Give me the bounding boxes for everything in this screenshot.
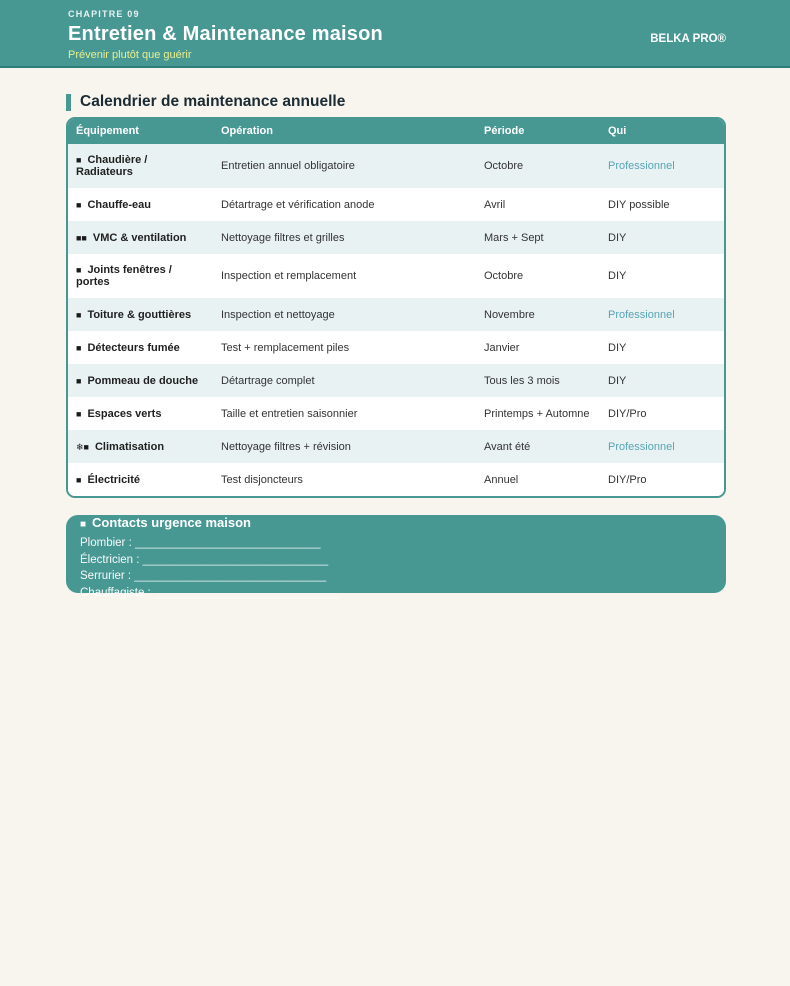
contact-line	[80, 585, 712, 602]
equipment-cell	[68, 144, 213, 188]
who-cell: DIY possible	[608, 198, 670, 211]
operation-cell: Test + remplacement piles	[221, 341, 350, 354]
equipment-bullet-icon: ■	[76, 408, 82, 419]
who-cell: DIY/Pro	[608, 473, 647, 486]
period-cell: Novembre	[484, 308, 535, 321]
col-header-qui: Qui	[600, 119, 724, 144]
maintenance-table-card	[66, 117, 726, 498]
period-cell: Avant été	[484, 440, 531, 453]
operation-cell: Taille et entretien saisonnier	[221, 407, 358, 420]
equipment-name: Toiture & gouttières	[87, 308, 192, 321]
chapter-kicker: CHAPITRE 09	[68, 9, 140, 19]
table-row	[68, 397, 724, 430]
square-bullet-icon: ■	[80, 519, 87, 530]
chapter-header	[0, 0, 790, 68]
col-header-periode: Période	[476, 119, 600, 144]
contact-label: Électricien :	[80, 553, 140, 566]
equipment-cell	[68, 254, 213, 298]
contact-blank-line: ______________________________	[134, 570, 327, 582]
equipment-cell	[68, 463, 213, 496]
page-title: Entretien & Maintenance maison	[68, 23, 383, 45]
operation-cell: Nettoyage filtres + révision	[221, 440, 351, 453]
who-cell: DIY/Pro	[608, 407, 647, 420]
equipment-bullet-icon: ■■	[76, 232, 87, 243]
table-row	[68, 364, 724, 397]
period-cell: Octobre	[484, 160, 524, 172]
contact-blank-line: _____________________________	[153, 586, 340, 599]
equipment-bullet-icon: ■	[76, 155, 82, 165]
who-cell: DIY	[608, 341, 627, 354]
table-row	[68, 144, 724, 188]
equipment-bullet-icon: ■	[76, 265, 82, 275]
equipment-name: Climatisation	[94, 440, 165, 453]
contact-label: Chauffagiste :	[80, 586, 151, 599]
contact-label: Serrurier :	[80, 570, 132, 582]
who-cell: DIY	[608, 231, 627, 244]
equipment-cell	[68, 364, 213, 397]
operation-cell: Entretien annuel obligatoire	[221, 160, 355, 172]
operation-cell: Inspection et nettoyage	[221, 308, 335, 321]
who-cell: DIY	[608, 374, 627, 387]
table-row	[68, 430, 724, 463]
equipment-name: VMC & ventilation	[92, 231, 187, 244]
table-row	[68, 188, 724, 221]
equipment-cell	[68, 188, 213, 221]
operation-cell: Détartrage et vérification anode	[221, 198, 375, 211]
equipment-bullet-icon: ■	[76, 199, 82, 210]
equipment-cell	[68, 430, 213, 463]
contact-line	[80, 552, 712, 569]
equipment-bullet-icon: ■	[76, 309, 82, 320]
equipment-name: Espaces verts	[87, 407, 162, 420]
contact-blank-line: _____________________________	[134, 537, 321, 549]
equipment-name: Électricité	[87, 473, 141, 486]
equipment-bullet-icon: ❄■	[76, 441, 89, 452]
contacts-title-label: Contacts urgence maison	[92, 515, 251, 530]
contact-line	[80, 568, 712, 585]
contact-label: Plombier :	[80, 537, 132, 549]
equipment-name: Détecteurs fumée	[87, 341, 180, 354]
brand-logo: BELKA PRO®	[650, 33, 726, 45]
table-row	[68, 463, 724, 496]
table-row	[68, 331, 724, 364]
period-cell: Tous les 3 mois	[484, 374, 560, 387]
who-cell: Professionnel	[608, 440, 675, 453]
equipment-cell	[68, 397, 213, 430]
equipment-bullet-icon: ■	[76, 342, 82, 353]
who-cell: Professionnel	[608, 160, 675, 172]
page-content	[66, 93, 726, 599]
period-cell: Janvier	[484, 341, 520, 354]
equipment-name: Joints fenêtres / portes	[76, 264, 172, 288]
table-row	[68, 298, 724, 331]
accent-bar	[66, 94, 71, 111]
section-heading	[66, 93, 726, 111]
operation-cell: Inspection et remplacement	[221, 270, 357, 282]
period-cell: Annuel	[484, 473, 519, 486]
equipment-cell	[68, 331, 213, 364]
col-header-operation: Opération	[213, 119, 476, 144]
operation-cell: Nettoyage filtres et grilles	[221, 231, 345, 244]
contact-blank-line: _____________________________	[142, 553, 329, 566]
who-cell: Professionnel	[608, 308, 675, 321]
period-cell: Octobre	[484, 270, 524, 282]
contact-line	[80, 535, 712, 552]
period-cell: Mars + Sept	[484, 231, 544, 244]
who-cell: DIY	[608, 270, 627, 282]
equipment-name: Chauffe-eau	[87, 198, 151, 211]
page-subtitle: Prévenir plutôt que guérir	[68, 49, 192, 61]
equipment-cell	[68, 298, 213, 331]
equipment-cell	[68, 221, 213, 254]
contact-lines	[80, 535, 712, 601]
equipment-name: Pommeau de douche	[87, 374, 199, 387]
equipment-bullet-icon: ■	[76, 474, 82, 485]
table-row	[68, 221, 724, 254]
period-cell: Printemps + Automne	[484, 407, 590, 420]
table-row	[68, 254, 724, 298]
emergency-contacts-box	[66, 515, 726, 599]
equipment-bullet-icon: ■	[76, 375, 82, 386]
operation-cell: Test disjoncteurs	[221, 473, 303, 486]
period-cell: Avril	[484, 198, 506, 211]
section-title: Calendrier de maintenance annuelle	[80, 93, 346, 110]
maintenance-table	[68, 119, 724, 496]
equipment-name: Chaudière / Radiateurs	[76, 154, 148, 178]
operation-cell: Détartrage complet	[221, 374, 315, 387]
contacts-title	[80, 515, 712, 530]
table-header-row	[68, 119, 724, 144]
col-header-equipement: Équipement	[68, 119, 213, 144]
